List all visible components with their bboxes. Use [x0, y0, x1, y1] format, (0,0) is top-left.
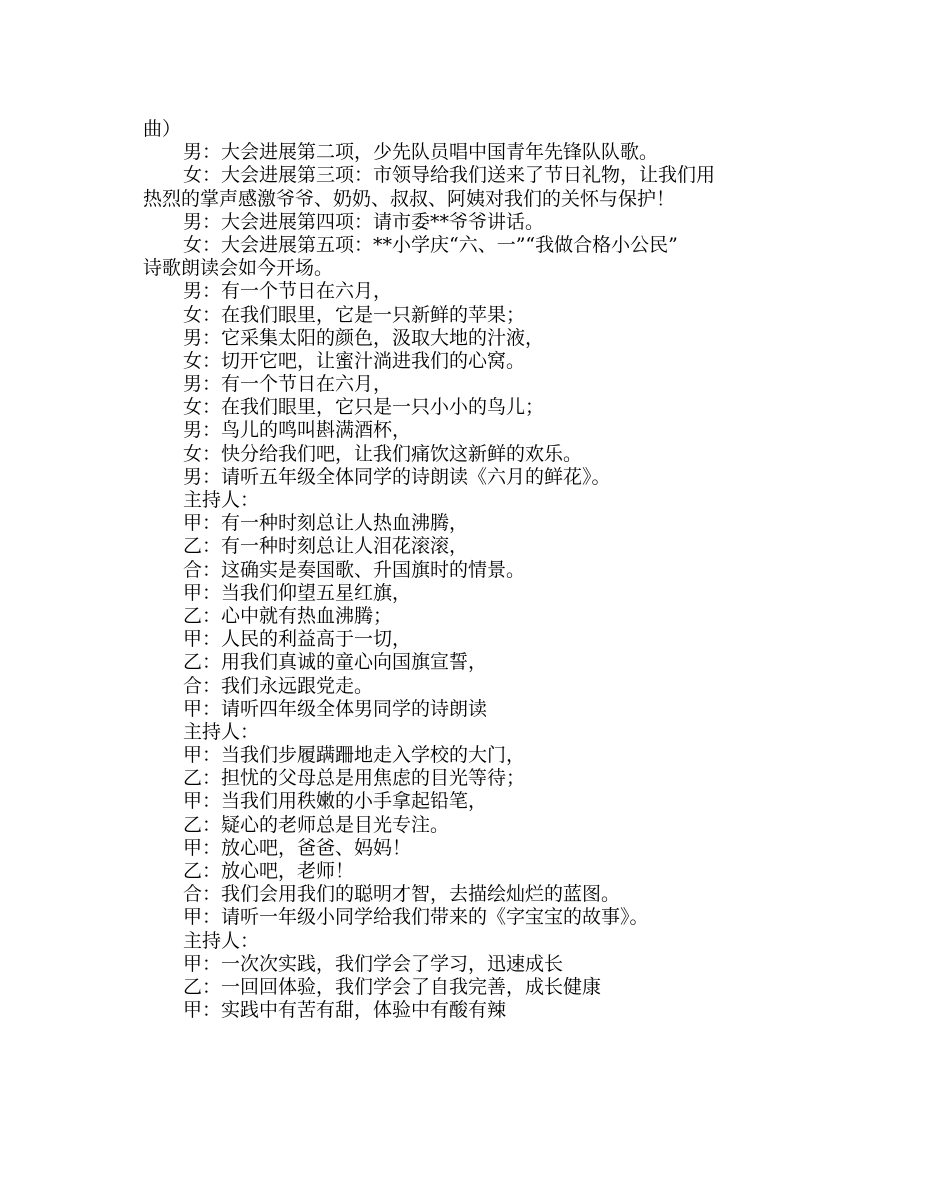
- text-line: 男：大会进展第二项，少先队员唱中国青年先锋队队歌。: [183, 141, 659, 164]
- text-line: 乙：有一种时刻总让人泪花滚滚，: [183, 535, 469, 558]
- text-line: 乙：疑心的老师总是目光专注。: [183, 813, 450, 836]
- text-line: 甲：当我们步履蹒跚地走入学校的大门，: [183, 744, 526, 767]
- text-line: 男：有一个节日在六月，: [183, 280, 393, 303]
- text-line: 乙：心中就有热血沸腾；: [183, 604, 393, 627]
- text-line: 甲：实践中有苦有甜，体验中有酸有辣: [183, 999, 507, 1022]
- text-line: 热烈的掌声感激爷爷、奶奶、叔叔、阿姨对我们的关怀与保护！: [143, 187, 676, 210]
- text-line: 男：大会进展第四项：请市委**爷爷讲话。: [183, 210, 545, 233]
- text-line: 女：在我们眼里，它只是一只小小的鸟儿；: [183, 396, 545, 419]
- text-line: 主持人：: [183, 929, 260, 952]
- document-body: [143, 118, 823, 1022]
- text-line: 主持人：: [183, 720, 260, 743]
- text-line: 甲：人民的利益高于一切，: [183, 628, 412, 651]
- text-line: 主持人：: [183, 489, 260, 511]
- text-line: 女：大会进展第三项：市领导给我们送来了节日礼物，让我们用: [183, 164, 716, 187]
- text-line: 男：它采集太阳的颜色，汲取大地的汁液，: [183, 326, 545, 349]
- text-line: 乙：放心吧，老师！: [183, 860, 355, 882]
- text-line: 甲：放心吧，爸爸、妈妈！: [183, 836, 412, 859]
- text-line: 合：我们永远跟党走。: [183, 674, 374, 697]
- text-line: 男：鸟儿的鸣叫斟满酒杯，: [183, 419, 412, 442]
- text-line: 甲：有一种时刻总让人热血沸腾，: [183, 512, 469, 535]
- text-line: 乙：用我们真诚的童心向国旗宣誓，: [183, 651, 488, 674]
- text-line: 男：请听五年级全体同学的诗朗读《六月的鲜花》。: [183, 465, 611, 488]
- text-line: 男：有一个节日在六月，: [183, 373, 393, 396]
- text-line: 甲：当我们用秩嫩的小手拿起铅笔，: [183, 790, 488, 813]
- text-line: 乙：担忧的父母总是用焦虑的目光等待；: [183, 767, 526, 790]
- text-line: 乙：一回回体验，我们学会了自我完善，成长健康: [183, 975, 602, 998]
- text-line: 女：切开它吧，让蜜汁淌进我们的心窝。: [183, 349, 526, 372]
- text-line: 甲：请听四年级全体男同学的诗朗读: [183, 697, 488, 720]
- text-line: 甲：当我们仰望五星红旗，: [183, 581, 412, 604]
- text-line: 曲）: [143, 118, 182, 140]
- text-line: 合：我们会用我们的聪明才智，去描绘灿烂的蓝图。: [183, 883, 621, 906]
- text-line: 甲：请听一年级小同学给我们带来的《字宝宝的故事》。: [183, 906, 649, 929]
- text-line: 甲：一次次实践，我们学会了学习，迅速成长: [183, 952, 564, 975]
- text-line: 女：在我们眼里，它是一只新鲜的苹果；: [183, 303, 526, 326]
- text-line: 女：大会进展第五项：**小学庆“六、一”“我做合格小公民”: [183, 233, 678, 256]
- text-line: 诗歌朗读会如今开场。: [143, 257, 334, 280]
- text-line: 合：这确实是奏国歌、升国旗时的情景。: [183, 558, 526, 581]
- text-line: 女：快分给我们吧，让我们痛饮这新鲜的欢乐。: [183, 442, 583, 465]
